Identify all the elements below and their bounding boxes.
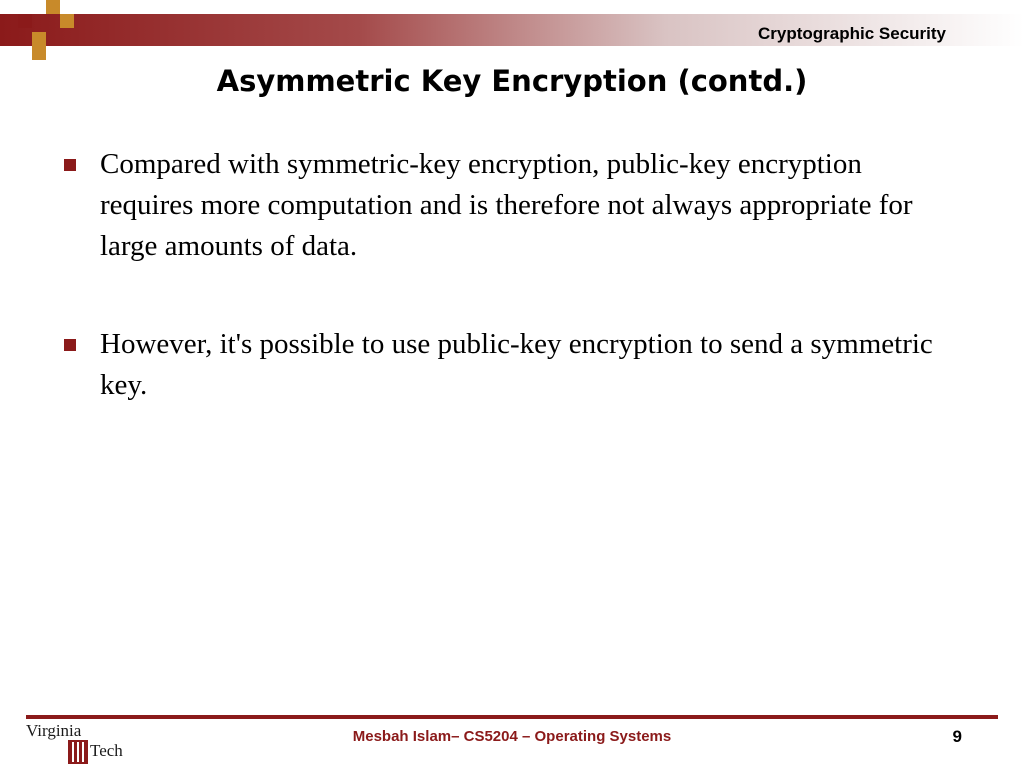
corner-square-decoration bbox=[46, 0, 60, 14]
logo-line1: Virginia bbox=[26, 721, 82, 740]
bullet-item bbox=[62, 144, 962, 267]
logo-line2: Tech bbox=[90, 741, 123, 760]
footer-divider bbox=[26, 715, 998, 719]
bullet-item bbox=[62, 324, 962, 406]
slide-title: Asymmetric Key Encryption (contd.) bbox=[216, 64, 808, 98]
corner-square-decoration bbox=[18, 14, 32, 28]
page-number: 9 bbox=[952, 727, 962, 746]
corner-square-decoration bbox=[32, 46, 46, 60]
bullet-list bbox=[62, 144, 962, 406]
header-label: Cryptographic Security bbox=[758, 24, 946, 43]
footer-text: Mesbah Islam– CS5204 – Operating Systems bbox=[352, 728, 672, 745]
bullet-text: Compared with symmetric-key encryption, public-key encryption requires more computation and is therefore not always appropriate for large amounts of data. bbox=[100, 148, 913, 262]
corner-square-decoration bbox=[32, 32, 46, 46]
square-bullet-icon bbox=[64, 159, 76, 171]
corner-square-decoration bbox=[60, 14, 74, 28]
bullet-text: However, it's possible to use public-key encryption to send a symmetric key. bbox=[100, 328, 933, 401]
square-bullet-icon bbox=[64, 339, 76, 351]
